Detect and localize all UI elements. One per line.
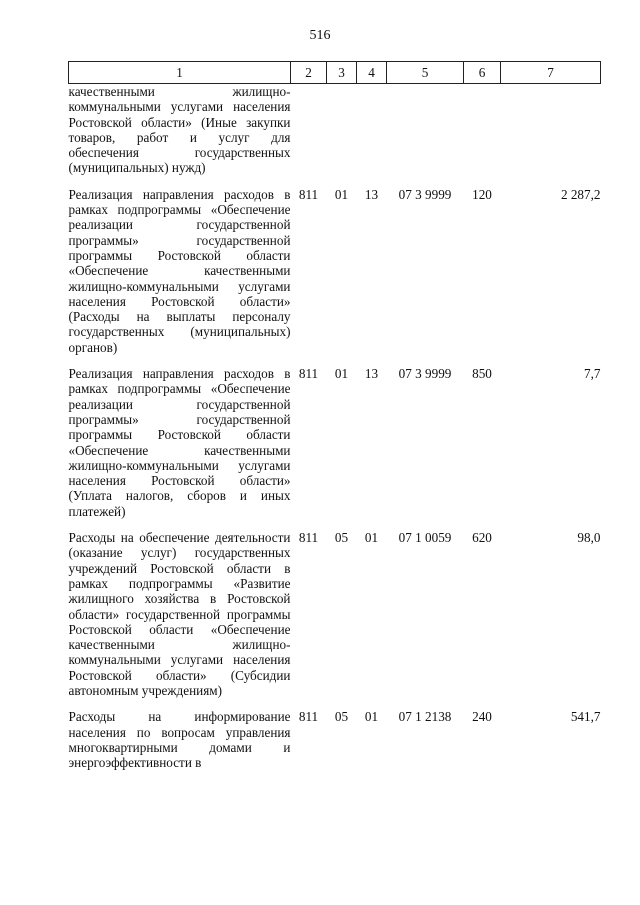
row-expense-type: 850 xyxy=(472,366,492,382)
page-number: 516 xyxy=(309,28,331,43)
row-subsection-code xyxy=(357,84,387,176)
row-description: Реализация направления расходов в рамках подпрограммы «Обеспечение реализации государственной программы» государственной программы Ростовской области «Обеспечение качественными жилищно-коммунальными услугами населения Ростовской области» (Уплата налогов, сборов и иных платежей) xyxy=(68,366,291,519)
row-target-code: 07 3 9999 xyxy=(398,186,452,202)
row-section-code xyxy=(327,84,357,176)
header-col-3: 3 xyxy=(327,62,357,84)
row-subsection-code: 01 xyxy=(364,709,379,725)
row-ministry-code: 811 xyxy=(298,530,319,546)
row-spacer xyxy=(69,176,601,187)
row-ministry-code: 811 xyxy=(298,709,319,725)
row-expense-type xyxy=(464,84,501,176)
row-description: Расходы на информирование населения по вопросам управления многоквартирными домами и энергоэффективности в xyxy=(68,709,291,771)
table-row xyxy=(69,366,601,519)
row-amount xyxy=(501,84,601,176)
header-col-5: 5 xyxy=(387,62,464,84)
row-amount: 2 287,2 xyxy=(560,186,601,202)
header-col-7: 7 xyxy=(501,62,601,84)
row-section-code: 05 xyxy=(334,530,349,546)
row-section-code: 01 xyxy=(334,366,349,382)
row-spacer xyxy=(69,355,601,366)
table-row xyxy=(69,709,601,770)
row-subsection-code: 01 xyxy=(364,530,379,546)
row-section-code: 05 xyxy=(334,709,349,725)
header-col-4: 4 xyxy=(357,62,387,84)
row-target-code xyxy=(387,84,464,176)
row-spacer xyxy=(69,698,601,709)
row-ministry-code: 811 xyxy=(298,186,319,202)
row-expense-type: 240 xyxy=(472,709,492,725)
row-ministry-code xyxy=(291,84,327,176)
header-col-1: 1 xyxy=(69,62,291,84)
table-row xyxy=(69,530,601,698)
row-description: качественными жилищно-коммунальными услугами населения Ростовской области» (Иные закупки товаров, работ и услуг для обеспечения государственных (муниципальных) нужд) xyxy=(68,84,291,176)
row-amount: 7,7 xyxy=(584,366,601,382)
row-target-code: 07 1 2138 xyxy=(398,709,452,725)
row-spacer xyxy=(69,519,601,530)
row-target-code: 07 3 9999 xyxy=(398,366,452,382)
row-section-code: 01 xyxy=(334,186,349,202)
header-col-2: 2 xyxy=(291,62,327,84)
table-row xyxy=(69,84,601,176)
row-subsection-code: 13 xyxy=(364,186,379,202)
row-target-code: 07 1 0059 xyxy=(398,530,452,546)
row-description: Расходы на обеспечение деятельности (оказание услуг) государственных учреждений Ростовской области в рамках подпрограммы «Развитие жилищного хозяйства в Ростовской области» государственной программы Ростовской области «Обеспечение качественными жилищно-коммунальными услугами населения Ростовской области» (Субсидии автономным учреждениям) xyxy=(68,530,291,698)
row-expense-type: 620 xyxy=(472,530,492,546)
row-expense-type: 120 xyxy=(472,186,492,202)
table-row xyxy=(69,187,601,355)
budget-table xyxy=(68,61,601,770)
header-col-6: 6 xyxy=(464,62,501,84)
row-amount: 98,0 xyxy=(577,530,601,546)
row-description: Реализация направления расходов в рамках подпрограммы «Обеспечение реализации государственной программы» государственной программы Ростовской области «Обеспечение качественными жилищно-коммунальными услугами населения Ростовской области» (Расходы на выплаты персоналу государственных (муниципальных) органов) xyxy=(68,186,291,355)
row-subsection-code: 13 xyxy=(364,366,379,382)
row-amount: 541,7 xyxy=(570,709,601,725)
table-header xyxy=(69,62,601,84)
header-row xyxy=(69,62,601,84)
row-ministry-code: 811 xyxy=(298,366,319,382)
